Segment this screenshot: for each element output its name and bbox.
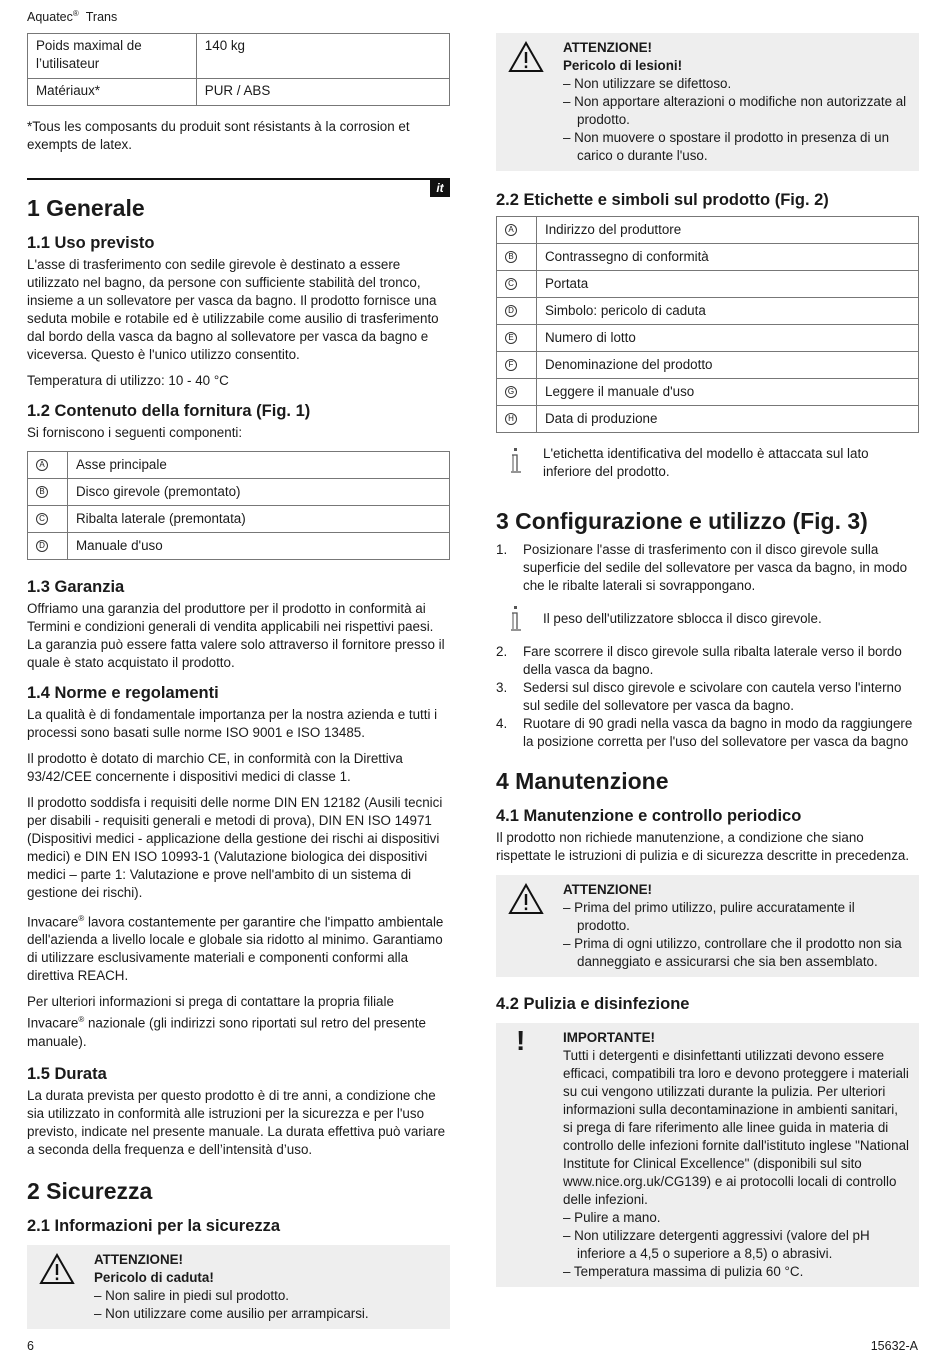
warning-triangle-icon [508,883,544,915]
paragraph-norme-1: La qualità è di fondamentale importanza per la nostra azienda e tutti i processi sono basati sulle norme ISO 9001 e ISO 13485. [27,707,438,740]
letter-badge: A [505,224,517,236]
warning-subheading: Pericolo di lesioni! [563,58,683,73]
page-header [27,5,117,26]
letter-badge: C [505,278,517,290]
symbol-label: Data di produzione [537,406,919,433]
letter-badge: D [505,305,517,317]
info-note-peso [496,603,919,628]
product-name: Aquatec [27,10,73,25]
warning-box-manutenzione [496,875,919,977]
heading-etichette: 2.2 Etichette e simboli sul prodotto (Fig. 2) [496,191,829,209]
paragraph-norme-5-a: Per ulteriori informazioni si prega di contattare la propria filiale [27,994,394,1010]
symbol-label: Leggere il manuale d'uso [537,379,919,406]
right-column [496,33,919,1287]
warning-triangle-icon [508,41,544,73]
language-tag: it [430,180,450,197]
heading-manutenzione-controllo: 4.1 Manutenzione e controllo periodico [496,807,802,825]
table-row [28,34,450,79]
paragraph-norme-4-text: lavora costantemente per garantire che l'impatto ambientale dell'azienda a livello locale e globale sia ridotto al minimo. Garantiamo di utilizzare esclusivamente materiali e componenti conformi alla direttiva REACH. [27,914,444,984]
warning-list [94,1287,442,1323]
note-text: L'etichetta identificativa del modello è attaccata sul lato inferiore del prodotto. [543,446,869,479]
registered-mark: ® [72,9,79,18]
components-table [27,451,450,560]
paragraph-manutenzione: Il prodotto non richiede manutenzione, a condizione che siano rispettate le istruzioni di pulizia e di sicurezza descritte in precedenza. [496,830,910,863]
paragraph-norme-5-b: nazionale (gli indirizzi sono riportati sul retro del presente manuale). [27,1015,426,1049]
letter-badge: G [505,386,517,398]
product-model: Trans [85,10,118,25]
paragraph-garanzia: Offriamo una garanzia del produttore per il prodotto in conformità ai Termini e condizioni generali di vendita applicabili nei rispettivi paesi. La garanzia può essere fatta valere solo attraverso il fornitore presso il quale è stato acquistato il prodotto. [27,601,445,670]
table-row [497,379,919,406]
paragraph-norme-5 [27,993,450,1050]
step-text: Sedersi sul disco girevole e scivolare con cautela verso l'interno sul sedile del sollevatore per vasca da bagno. [523,680,902,713]
warning-triangle-icon [39,1253,75,1285]
exclamation-icon: ! [516,1025,526,1056]
letter-badge: D [36,540,48,552]
spec-key: Matériaux* [28,79,197,106]
list-item [496,679,919,715]
info-icon [508,605,524,633]
symbol-label: Indirizzo del produttore [537,217,919,244]
symbol-label: Contrassegno di conformità [537,244,919,271]
spec-value: PUR / ABS [196,79,449,106]
table-row [497,352,919,379]
component-label: Ribalta laterale (premontata) [68,506,450,533]
table-row [497,406,919,433]
list-item: – Non apportare alterazioni o modifiche non autorizzate al prodotto. [563,94,907,127]
list-item: – Non utilizzare come ausilio per arrampicarsi. [94,1305,369,1321]
table-row [497,298,919,325]
spec-key: Poids maximal de l’utilisateur [28,34,197,79]
paragraph-norme-2: Il prodotto è dotato di marchio CE, in conformità con la Direttiva 93/42/CEE concernente i dispositivi medici di classe 1. [27,751,403,784]
step-number: 3. [496,680,508,695]
letter-badge: H [505,413,517,425]
heading-durata: 1.5 Durata [27,1064,107,1083]
letter-badge: E [505,332,517,344]
letter-badge: A [36,459,48,471]
list-item [496,715,919,751]
table-row [497,244,919,271]
section-title-manutenzione: 4 Manutenzione [496,768,669,794]
note-text: Il peso dell'utilizzatore sblocca il disco girevole. [543,611,822,626]
heading-norme: 1.4 Norme e regolamenti [27,684,219,702]
paragraph-durata: La durata prevista per questo prodotto è di tre anni, a condizione che sia utilizzato in conformità alle istruzioni per la sicurezza e per l'uso previsto, indicate nel presente manuale. La durata effettiva può variare a seconda della frequenza e dell’intensità d’uso. [27,1087,446,1157]
section-title-sicurezza: 2 Sicurezza [27,1177,153,1204]
warning-heading: ATTENZIONE! [563,40,653,55]
warning-heading: ATTENZIONE! [563,882,653,897]
warning-box-caduta [27,1245,450,1329]
warning-heading: ATTENZIONE! [94,1251,184,1267]
letter-badge: B [36,486,48,498]
symbol-label: Numero di lotto [537,325,919,352]
warning-box-lesioni [496,33,919,171]
document-code: 15632-A [870,1339,918,1353]
steps-list [496,541,919,595]
letter-badge: F [505,359,517,371]
step-text: Fare scorrere il disco girevole sulla ribalta laterale verso il bordo della vasca da bagno. [523,644,902,677]
temperature-text: Temperatura di utilizzo: 10 - 40 °C [27,373,229,388]
spec-note: *Tous les composants du produit sont résistants à la corrosion et exempts de latex. [27,119,410,152]
list-item: – Temperatura massima di pulizia 60 °C. [563,1264,804,1279]
list-item: – Non salire in piedi sul prodotto. [94,1287,290,1303]
step-number: 4. [496,716,508,731]
contenuto-intro: Si forniscono i seguenti componenti: [27,425,243,440]
info-note-etichetta [496,445,919,481]
important-box-pulizia [496,1023,919,1287]
list-item: – Pulire a mano. [563,1210,661,1225]
paragraph-norme-3: Il prodotto soddisfa i requisiti delle norme DIN EN 12182 (Ausili tecnici per disabili - requisiti generali e metodi di prova), DIN EN ISO 14971 (Dispositivi medici - applicazione della gestione dei rischi ai dispositivi medici) e DIN EN ISO 10993-1 (Valutazione biologica dei dispositivi medici – parte 1: Valutazione e prove nell'ambito di un sistema di gestione dei rischi). [27,795,443,900]
table-row [497,217,919,244]
brand-name: Invacare [27,914,79,930]
list-item [496,643,919,679]
step-text: Posizionare l'asse di trasferimento con il disco girevole sulla superficie del sedile del sollevatore per vasca da bagno, in modo che le ribalte laterali si sovrappongano. [523,542,908,593]
table-row [28,533,450,560]
list-item: – Non muovere o spostare il prodotto in presenza di un carico o durante l'uso. [563,130,890,163]
symbol-label: Portata [537,271,919,298]
heading-contenuto: 1.2 Contenuto della fornitura (Fig. 1) [27,402,311,420]
letter-badge: B [505,251,517,263]
table-row [28,452,450,479]
section-title-generale: 1 Generale [27,195,145,221]
brand-name: Invacare [27,1015,79,1031]
table-row [497,271,919,298]
page-number: 6 [27,1339,34,1353]
section-title-configurazione: 3 Configurazione e utilizzo (Fig. 3) [496,508,868,534]
heading-info-sicurezza: 2.1 Informazioni per la sicurezza [27,1216,281,1235]
table-row [28,506,450,533]
table-row [28,479,450,506]
section-rule [27,178,450,195]
symbol-label: Simbolo: pericolo di caduta [537,298,919,325]
registered-mark: ® [78,914,85,923]
list-item: – Prima di ogni utilizzo, controllare che il prodotto non sia danneggiato e assicurarsi che sia ben assemblato. [563,936,902,969]
step-number: 1. [496,542,508,557]
spec-value: 140 kg [196,34,449,79]
important-text: Tutti i detergenti e disinfettanti utilizzati devono essere efficaci, compatibili tra loro e devono proteggere i materiali su cui vengono utilizzati durante la pulizia. Per ulteriori informazioni sulla decontaminazione in ambienti sanitari, si prega di fare riferimento alle linee guida in materia di controllo delle infezioni fornite dall'istituto inglese "National Institute for Clinical Excellence" (disponibili sul sito www.nice.org.uk/CG139) e ai protocolli locali di controllo delle infezioni. [563,1048,909,1207]
heading-pulizia: 4.2 Pulizia e disinfezione [496,995,690,1013]
important-list [563,1209,911,1281]
component-label: Disco girevole (premontato) [68,479,450,506]
symbols-table [496,216,919,433]
warning-list [563,899,911,971]
registered-mark: ® [78,1015,85,1025]
heading-garanzia: 1.3 Garanzia [27,578,125,596]
list-item [496,541,919,595]
list-item: – Prima del primo utilizzo, pulire accuratamente il prodotto. [563,900,855,933]
warning-list [563,75,911,165]
component-label: Asse principale [68,452,450,479]
list-item: – Non utilizzare se difettoso. [563,76,732,91]
warning-subheading: Pericolo di caduta! [94,1269,214,1285]
important-heading: IMPORTANTE! [563,1030,655,1045]
step-number: 2. [496,644,508,659]
heading-uso-previsto: 1.1 Uso previsto [27,234,155,252]
symbol-label: Denominazione del prodotto [537,352,919,379]
steps-list [496,643,919,751]
spec-table [27,33,450,106]
list-item: – Non utilizzare detergenti aggressivi (valore del pH inferiore a 4,5 o superiore a 8,5) o abrasivi. [563,1228,870,1261]
step-text: Ruotare di 90 gradi nella vasca da bagno in modo da raggiungere la posizione corretta per l'uso del sollevatore per vasca da bagno [523,716,913,749]
paragraph-uso-previsto: L'asse di trasferimento con sedile girevole è destinato a essere utilizzato nel bagno, da persone con sufficiente stabilità del tronco, insieme a un sollevatore per vasca da bagno. Il prodotto fornisce una seduta mobile e rotabile ed è utilizzabile come ausilio di trasferimento dal bordo della vasca da bagno al sollevatore per vasca da bagno e viceversa. Questo è l'unico utilizzo consentito. [27,257,439,362]
info-icon [508,447,524,475]
component-label: Manuale d'uso [68,533,450,560]
left-column [27,33,450,1329]
paragraph-norme-4 [27,910,450,985]
table-row [28,79,450,106]
letter-badge: C [36,513,48,525]
table-row [497,325,919,352]
